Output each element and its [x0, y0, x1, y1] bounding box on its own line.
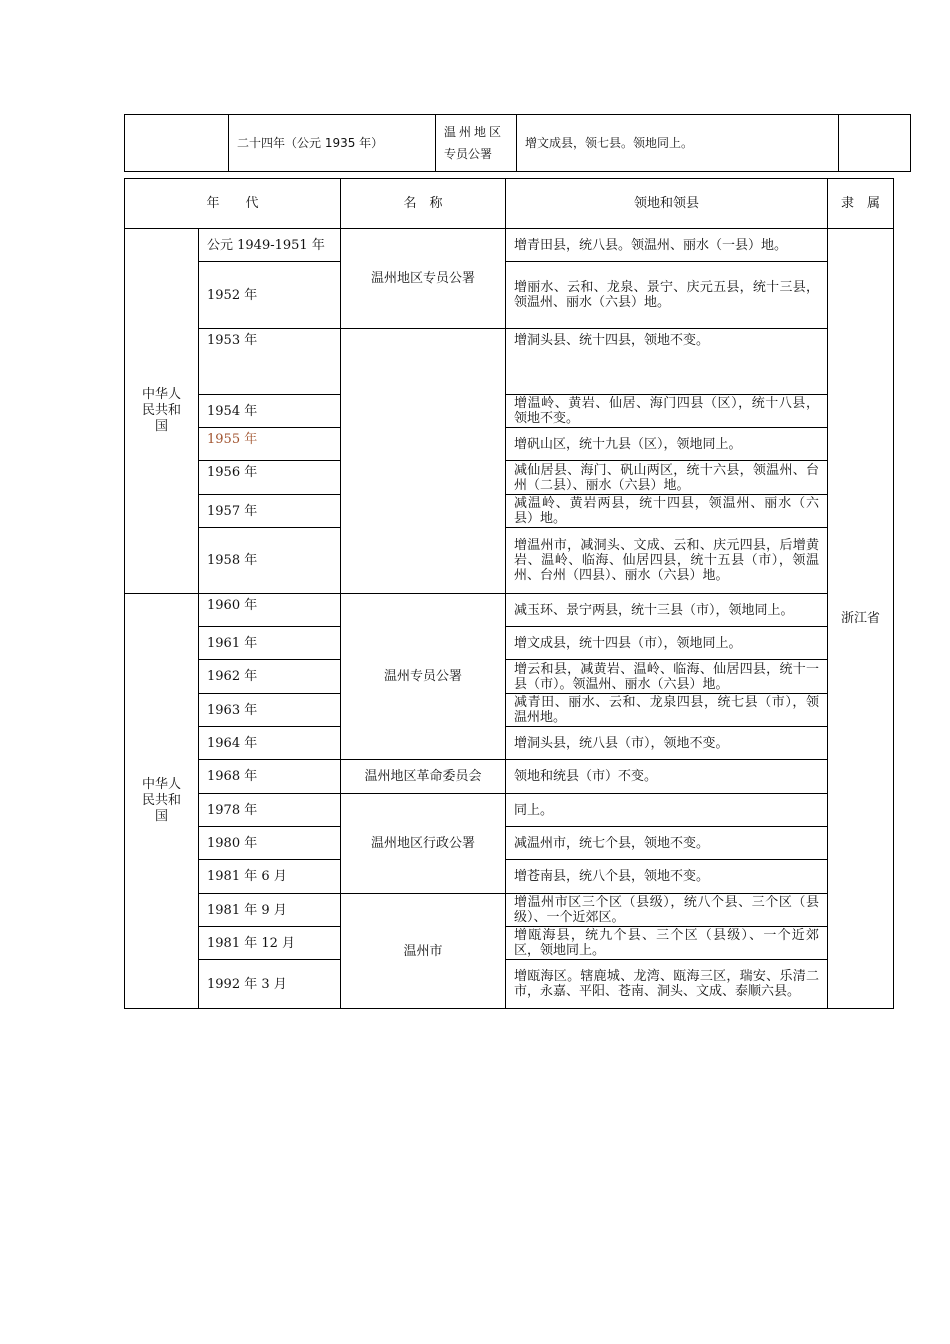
year-cell: 二十四年（公元 1935 年）	[229, 115, 436, 172]
territory-cell: 增文成县，领七县。领地同上。	[517, 115, 839, 172]
era-cell	[125, 229, 199, 594]
territory-cell: 增洞头县、统十四县，领地不变。	[506, 329, 828, 395]
table-row	[125, 927, 894, 960]
year-cell: 1978 年	[199, 794, 341, 827]
table-row	[125, 329, 894, 395]
table-row	[125, 860, 894, 894]
table-row	[125, 727, 894, 760]
year-cell: 1981 年 6 月	[199, 860, 341, 894]
territory-cell: 增苍南县，统八个县，领地不变。	[506, 860, 828, 894]
territory-cell: 增矾山区，统十九县（区），领地同上。	[506, 428, 828, 461]
table-row	[125, 262, 894, 329]
name-cell: 温州市	[341, 894, 506, 1009]
name-line: 专员公署	[444, 147, 493, 161]
era-line: 中华人	[141, 777, 181, 792]
table-row	[125, 395, 894, 428]
territory-cell: 减青田、丽水、云和、龙泉四县，统七县（市），领温州地。	[506, 694, 828, 727]
name-cell-empty	[341, 329, 506, 594]
era-line: 国	[154, 419, 168, 434]
name-line: 温州地区	[444, 125, 505, 139]
era-line: 民共和	[141, 793, 181, 808]
table-row	[125, 960, 894, 1009]
year-cell: 1968 年	[199, 760, 341, 794]
year-cell: 1961 年	[199, 627, 341, 660]
year-cell: 1953 年	[199, 329, 341, 395]
year-cell: 公元 1949-1951 年	[199, 229, 341, 262]
territory-cell: 增青田县，统八县。领温州、丽水（一县）地。	[506, 229, 828, 262]
year-cell: 1956 年	[199, 461, 341, 495]
table-row	[125, 115, 911, 172]
year-cell: 1960 年	[199, 594, 341, 627]
table-row	[125, 495, 894, 528]
header-affiliation: 隶 属	[828, 179, 894, 229]
territory-cell: 增温岭、黄岩、仙居、海门四县（区），统十八县，领地不变。	[506, 395, 828, 428]
territory-cell: 增瓯海区。辖鹿城、龙湾、瓯海三区，瑞安、乐清二市，永嘉、平阳、苍南、洞头、文成、泰顺六县。	[506, 960, 828, 1009]
era-cell	[125, 594, 199, 1009]
name-cell: 温州地区专员公署	[341, 229, 506, 329]
header-era: 年 代	[125, 179, 341, 229]
name-cell: 温州地区革命委员会	[341, 760, 506, 794]
year-cell: 1954 年	[199, 395, 341, 428]
territory-cell: 增文成县，统十四县（市），领地同上。	[506, 627, 828, 660]
top-table-fragment	[124, 114, 911, 172]
year-cell: 1964 年	[199, 727, 341, 760]
table-row	[125, 594, 894, 627]
table-row	[125, 627, 894, 660]
table-row	[125, 894, 894, 927]
year-cell: 1958 年	[199, 528, 341, 594]
year-cell: 1952 年	[199, 262, 341, 329]
territory-cell: 领地和统县（市）不变。	[506, 760, 828, 794]
year-cell: 1962 年	[199, 660, 341, 694]
table-row	[125, 794, 894, 827]
table-row	[125, 528, 894, 594]
affiliation-cell: 浙江省	[828, 229, 894, 1009]
table-row	[125, 428, 894, 461]
year-cell: 1981 年 9 月	[199, 894, 341, 927]
header-name: 名 称	[341, 179, 506, 229]
year-cell: 1992 年 3 月	[199, 960, 341, 1009]
era-cell	[125, 115, 229, 172]
territory-cell: 减仙居县、海门、矾山两区，统十六县，领温州、台州（二县）、丽水（六县）地。	[506, 461, 828, 495]
era-line: 中华人	[141, 387, 181, 402]
admin-history-table	[124, 178, 894, 1009]
territory-cell: 增云和县，减黄岩、温岭、临海、仙居四县，统十一县（市）。领温州、丽水（六县）地。	[506, 660, 828, 694]
territory-cell: 减温岭、黄岩两县，统十四县，领温州、丽水（六县）地。	[506, 495, 828, 528]
year-cell: 1980 年	[199, 827, 341, 860]
name-cell: 温州专员公署	[341, 594, 506, 760]
year-cell: 1957 年	[199, 495, 341, 528]
table-row	[125, 694, 894, 727]
table-row	[125, 461, 894, 495]
header-territory: 领地和领县	[506, 179, 828, 229]
territory-cell: 增瓯海县，统九个县、三个区（县级）、一个近郊区，领地同上。	[506, 927, 828, 960]
table-row	[125, 827, 894, 860]
table-row	[125, 760, 894, 794]
table-row	[125, 229, 894, 262]
era-line: 国	[154, 809, 168, 824]
territory-cell: 增洞头县，统八县（市），领地不变。	[506, 727, 828, 760]
era-line: 民共和	[141, 403, 181, 418]
table-row	[125, 660, 894, 694]
name-cell	[436, 115, 517, 172]
territory-cell: 减玉环、景宁两县，统十三县（市），领地同上。	[506, 594, 828, 627]
territory-cell: 增温州市区三个区（县级），统八个县、三个区（县级）、一个近郊区。	[506, 894, 828, 927]
territory-cell: 减温州市，统七个县，领地不变。	[506, 827, 828, 860]
year-cell: 1963 年	[199, 694, 341, 727]
name-cell: 温州地区行政公署	[341, 794, 506, 894]
affiliation-cell	[839, 115, 911, 172]
year-cell: 1955 年	[199, 428, 341, 461]
year-cell: 1981 年 12 月	[199, 927, 341, 960]
territory-cell: 增丽水、云和、龙泉、景宁、庆元五县，统十三县，领温州、丽水（六县）地。	[506, 262, 828, 329]
header-row	[125, 179, 894, 229]
territory-cell: 同上。	[506, 794, 828, 827]
territory-cell: 增温州市，减洞头、文成、云和、庆元四县，后增黄岩、温岭、临海、仙居四县，统十五县（市），领温州、台州（四县）、丽水（六县）地。	[506, 528, 828, 594]
